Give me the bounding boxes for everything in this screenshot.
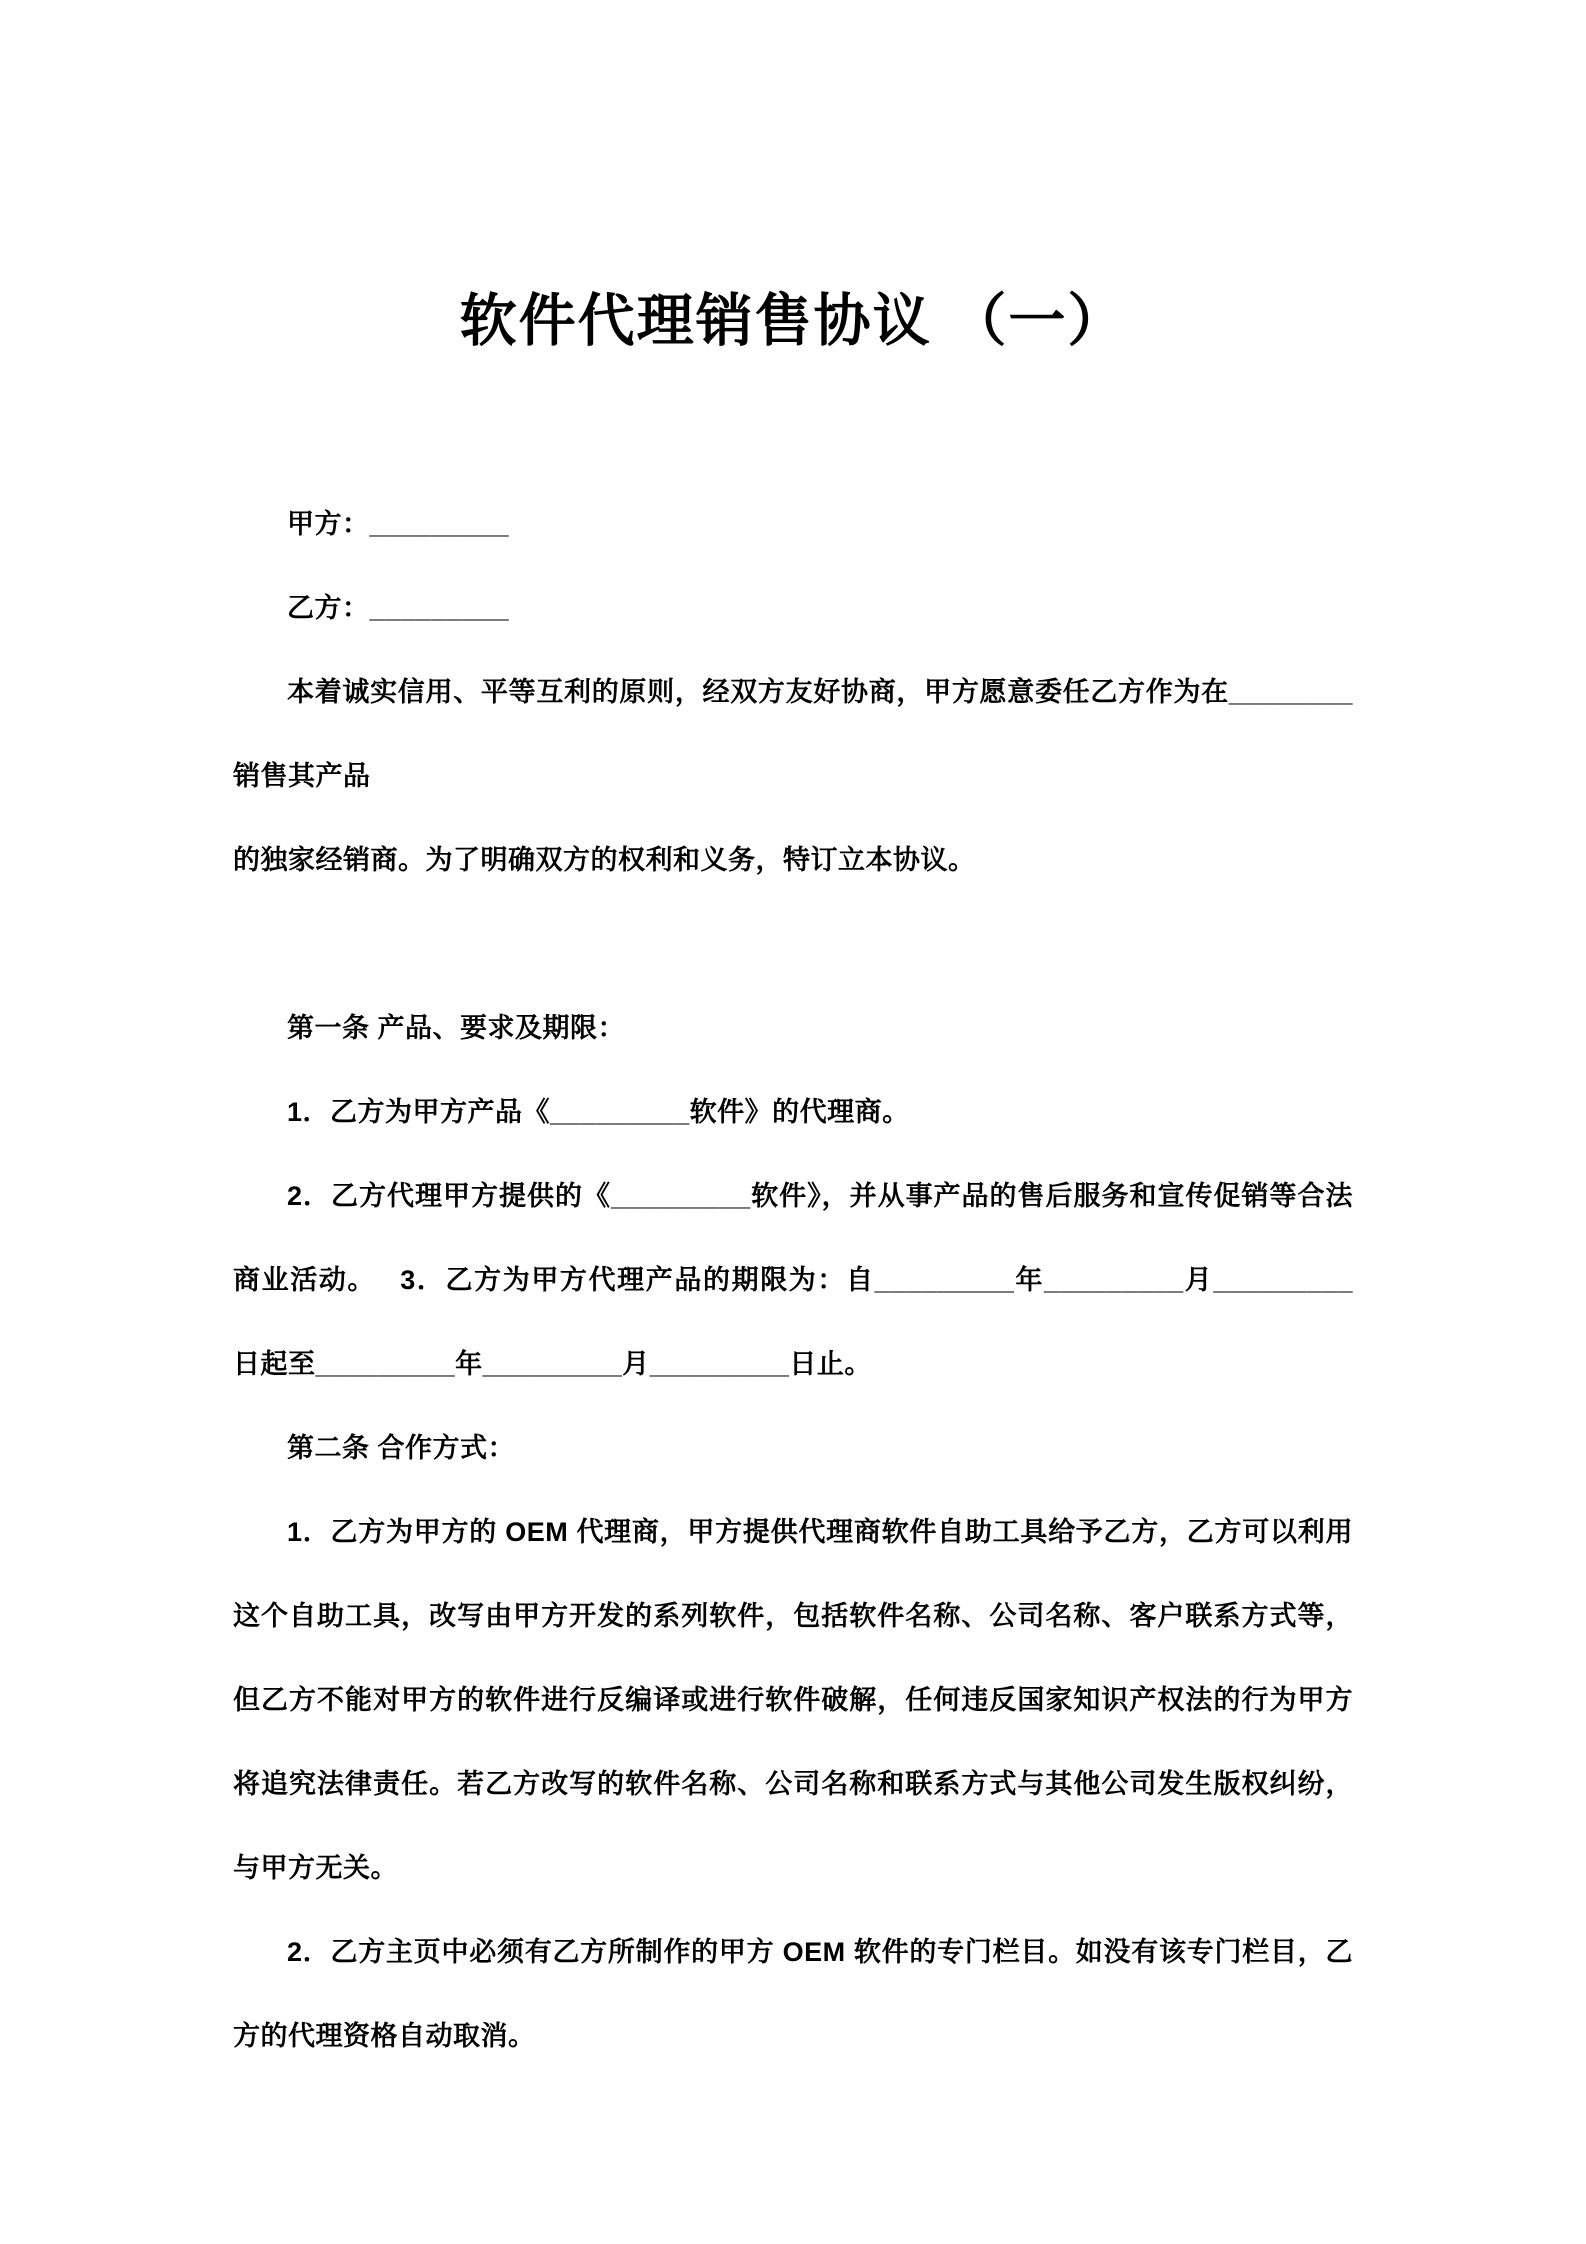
document-line: 乙方：_________	[287, 593, 510, 623]
document-body	[233, 482, 1353, 2078]
document-line: 与甲方无关。	[233, 1853, 398, 1883]
document-line: 方的代理资格自动取消。	[233, 2021, 536, 2051]
document-line: 1．乙方为甲方的 OEM 代理商，甲方提供代理商软件自助工具给予乙方，乙方可以利用	[287, 1517, 1353, 1547]
document-line: 商业活动。 3．乙方为甲方代理产品的期限为：自_________年_________月_________	[233, 1265, 1353, 1295]
document-line: 将追究法律责任。若乙方改写的软件名称、公司名称和联系方式与其他公司发生版权纠纷，	[233, 1769, 1353, 1799]
document-title: 软件代理销售协议 （一）	[459, 289, 1127, 353]
document-line: 但乙方不能对甲方的软件进行反编译或进行软件破解，任何违反国家知识产权法的行为甲方	[233, 1685, 1353, 1715]
document-line: 日起至_________年_________月_________日止。	[233, 1349, 872, 1379]
document-line: 本着诚实信用、平等互利的原则，经双方友好协商，甲方愿意委任乙方作为在________	[287, 677, 1353, 707]
document-line: 2．乙方主页中必须有乙方所制作的甲方 OEM 软件的专门栏目。如没有该专门栏目，乙	[287, 1937, 1353, 1967]
document-blank-line	[233, 902, 1353, 986]
document-line: 销售其产品	[233, 761, 371, 791]
document-line: 的独家经销商。为了明确双方的权利和义务，特订立本协议。	[233, 845, 976, 875]
document-line: 2．乙方代理甲方提供的《_________软件》，并从事产品的售后服务和宣传促销等合法	[287, 1181, 1353, 1211]
document-line: 第一条 产品、要求及期限：	[287, 1013, 626, 1043]
document-line: 第二条 合作方式：	[287, 1433, 516, 1463]
document-line: 1．乙方为甲方产品《_________软件》的代理商。	[287, 1097, 910, 1127]
document-line: 这个自助工具，改写由甲方开发的系列软件，包括软件名称、公司名称、客户联系方式等，	[233, 1601, 1353, 1631]
document-line: 甲方：_________	[287, 509, 510, 539]
